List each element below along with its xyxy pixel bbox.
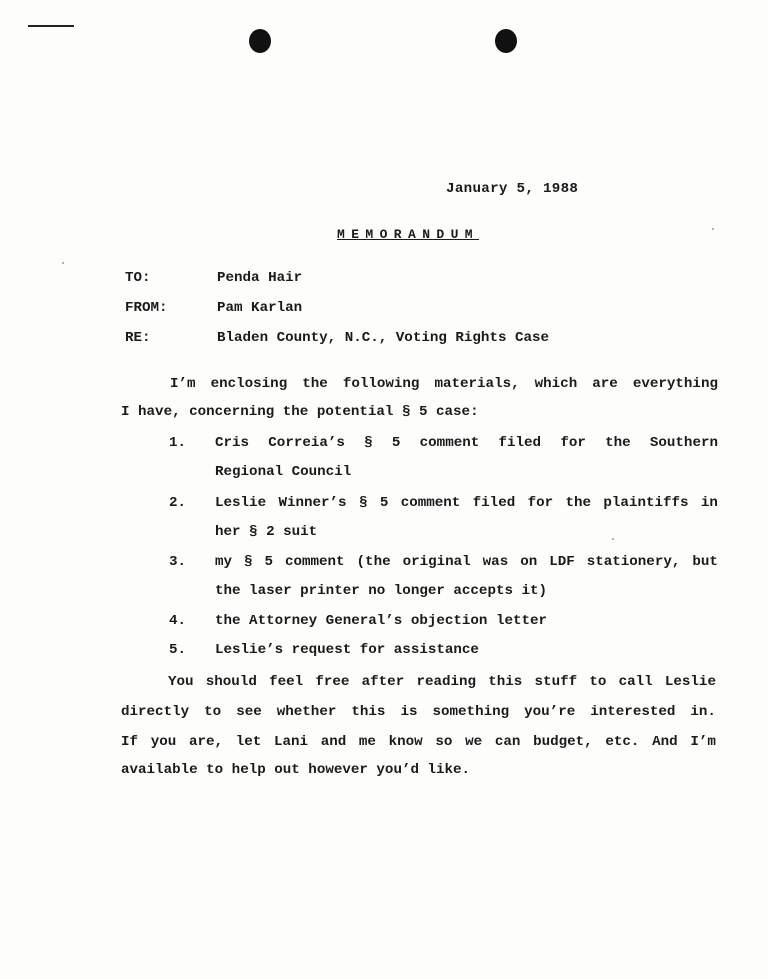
punch-hole-left [249,29,271,53]
scan-speck [712,228,714,230]
list-item-continuation: her § 2 suit [215,524,318,540]
list-item-number: 2. [169,495,187,511]
to-label: TO: [125,270,151,286]
list-item-number: 5. [169,642,187,658]
memo-title: MEMORANDUM [337,227,480,242]
scan-speck [612,538,614,540]
scan-speck [62,262,64,264]
re-label: RE: [125,330,151,346]
intro-paragraph-line: I have, concerning the potential § 5 case: [121,404,479,420]
list-item: Leslie’s request for assistance [215,642,479,658]
punch-hole-right [495,29,517,53]
closing-paragraph-line: If you are, let Lani and me know so we can budget, etc. And I’m [121,734,716,750]
from-value: Pam Karlan [217,300,303,316]
list-item: Leslie Winner’s § 5 comment filed for the plaintiffs in [215,495,718,511]
list-item-number: 4. [169,613,187,629]
list-item-number: 3. [169,554,187,570]
list-item-continuation: Regional Council [215,464,352,480]
re-value: Bladen County, N.C., Voting Rights Case [217,330,550,346]
list-item-number: 1. [169,435,187,451]
from-label: FROM: [125,300,168,316]
list-item: Cris Correia’s § 5 comment filed for the Southern [215,435,718,451]
list-item: my § 5 comment (the original was on LDF stationery, but [215,554,718,570]
memo-date: January 5, 1988 [446,181,579,197]
closing-paragraph-line: directly to see whether this is something you’re interested in. [121,704,716,720]
margin-mark [28,25,74,27]
list-item-continuation: the laser printer no longer accepts it) [215,583,548,599]
list-item: the Attorney General’s objection letter [215,613,548,629]
to-value: Penda Hair [217,270,303,286]
closing-paragraph-line: available to help out however you’d like. [121,762,471,778]
closing-paragraph-line: You should feel free after reading this stuff to call Leslie [168,674,716,690]
intro-paragraph-line: I’m enclosing the following materials, which are everything [170,376,718,392]
